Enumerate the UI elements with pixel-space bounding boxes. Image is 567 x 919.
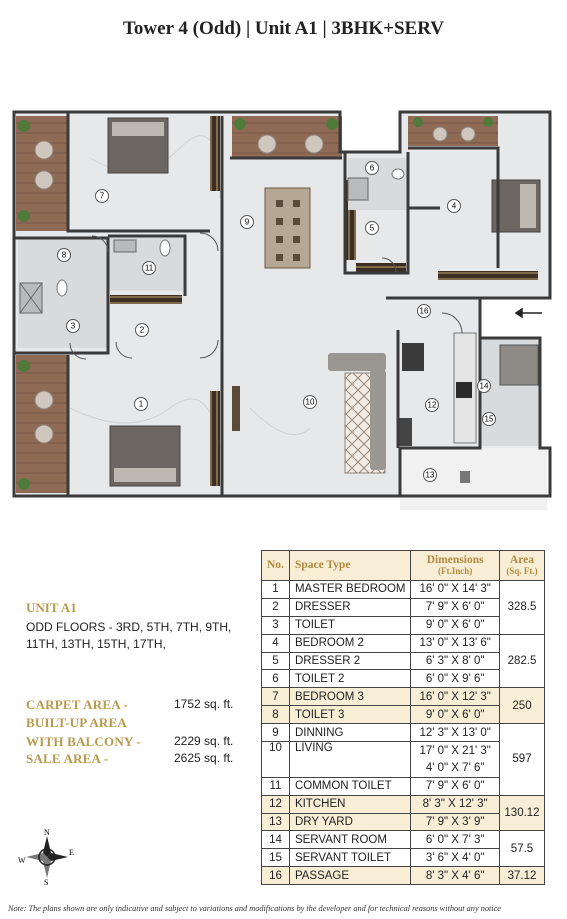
cell-type: COMMON TOILET xyxy=(289,777,410,795)
compass-icon xyxy=(18,828,76,886)
cell-no: 7 xyxy=(262,688,290,706)
room-marker-9 xyxy=(241,216,254,229)
svg-text:2: 2 xyxy=(139,325,145,335)
cell-no: 11 xyxy=(262,777,290,795)
cell-type: TOILET 2 xyxy=(289,670,410,688)
area-value: 2229 sq. ft. xyxy=(174,734,234,748)
cell-type: PASSAGE xyxy=(289,867,410,885)
svg-text:10: 10 xyxy=(305,397,315,407)
svg-text:4: 4 xyxy=(451,201,457,211)
cell-dim: 6' 3" X 8' 0" xyxy=(411,652,500,670)
svg-text:11: 11 xyxy=(144,263,154,273)
cell-type: DINNING xyxy=(289,724,410,742)
table-row xyxy=(262,795,545,813)
compass-s: S xyxy=(44,878,49,886)
disclaimer-note: Note: The plans shown are only indicative and subject to variations and modifications by the developer and for technical reasons without any notice xyxy=(8,904,501,913)
floor-plan xyxy=(10,108,557,510)
cell-type: SERVANT ROOM xyxy=(289,831,410,849)
area-value: 2625 sq. ft. xyxy=(174,751,234,765)
header-dimensions xyxy=(411,551,500,581)
room-marker-4 xyxy=(448,200,461,213)
cell-dim: 6' 0" X 7' 3" xyxy=(411,831,500,849)
unit-name: UNIT A1 xyxy=(26,600,77,615)
header-area-label: Area xyxy=(509,553,535,566)
cell-dim: 13' 0" X 13' 6" xyxy=(411,634,500,652)
cell-area: 57.5 xyxy=(500,831,545,867)
svg-text:16: 16 xyxy=(419,306,429,316)
cell-dim: 7' 9" X 3' 9" xyxy=(411,813,500,831)
svg-text:7: 7 xyxy=(99,191,105,201)
area-label: BUILT-UP AREA xyxy=(26,715,127,730)
cell-area: 250 xyxy=(500,688,545,724)
room-marker-3 xyxy=(67,320,80,333)
page-title: Tower 4 (Odd) | Unit A1 | 3BHK+SERV xyxy=(123,18,444,39)
cell-no: 6 xyxy=(262,670,290,688)
area-label: SALE AREA - xyxy=(26,751,109,766)
compass-n: N xyxy=(44,828,50,837)
area-label: WITH BALCONY - xyxy=(26,734,141,749)
header-dim-label: Dimensions xyxy=(426,553,484,566)
cell-area: 328.5 xyxy=(500,581,545,635)
cell-dim: 8' 3" X 12' 3" xyxy=(411,795,500,813)
balcony-master-bedroom xyxy=(16,355,68,493)
table-row xyxy=(262,634,545,652)
unit-info xyxy=(26,600,256,653)
area-table xyxy=(261,550,545,885)
cell-no: 14 xyxy=(262,831,290,849)
cell-type: BEDROOM 2 xyxy=(289,634,410,652)
cell-area: 282.5 xyxy=(500,634,545,688)
room-marker-14 xyxy=(478,380,491,393)
header-type: Space Type xyxy=(289,551,410,581)
compass-e: E xyxy=(69,848,74,857)
header-dim-sub: (Ft.Inch) xyxy=(438,565,473,576)
cell-type: MASTER BEDROOM xyxy=(289,581,410,599)
cell-no: 1 xyxy=(262,581,290,599)
cell-no: 16 xyxy=(262,867,290,885)
room-marker-5 xyxy=(366,222,379,235)
cell-dim: 8' 3" X 4' 6" xyxy=(411,867,500,885)
svg-text:8: 8 xyxy=(61,250,67,260)
svg-text:3: 3 xyxy=(70,321,76,331)
cell-type: TOILET 3 xyxy=(289,706,410,724)
area-row-balcony xyxy=(26,734,256,752)
floors-line-1: ODD FLOORS - 3RD, 5TH, 7TH, 9TH, xyxy=(26,620,232,634)
cell-type: DRESSER 2 xyxy=(289,652,410,670)
cell-no: 12 xyxy=(262,795,290,813)
area-row-sale xyxy=(26,751,256,769)
table-row xyxy=(262,688,545,706)
cell-dim: 7' 9" X 6' 0" xyxy=(411,777,500,795)
cell-dim: 7' 9" X 6' 0" xyxy=(411,598,500,616)
compass-w: W xyxy=(18,856,26,865)
svg-text:15: 15 xyxy=(484,414,494,424)
table-row xyxy=(262,581,545,599)
svg-text:12: 12 xyxy=(427,400,437,410)
cell-dim: 16' 0" X 14' 3" xyxy=(411,581,500,599)
svg-text:13: 13 xyxy=(425,470,435,480)
cell-area: 37.12 xyxy=(500,867,545,885)
room-marker-6 xyxy=(366,162,379,175)
dining-table xyxy=(265,188,310,268)
svg-text:9: 9 xyxy=(244,217,250,227)
cell-type: KITCHEN xyxy=(289,795,410,813)
cell-dim: 6' 0" X 9' 6" xyxy=(411,670,500,688)
cell-no: 15 xyxy=(262,849,290,867)
room-marker-8 xyxy=(58,249,71,262)
cell-type: LIVING xyxy=(289,742,410,778)
room-marker-13 xyxy=(424,469,437,482)
cell-dim: 17' 0" X 21' 3" xyxy=(411,742,500,760)
cell-area: 130.12 xyxy=(500,795,545,831)
cell-no: 8 xyxy=(262,706,290,724)
cell-type: TOILET xyxy=(289,616,410,634)
header-no: No. xyxy=(262,551,290,581)
area-row-carpet xyxy=(26,697,256,715)
room-marker-7 xyxy=(96,190,109,203)
room-marker-15 xyxy=(483,413,496,426)
svg-text:14: 14 xyxy=(479,381,489,391)
header-area-sub: (Sq. Ft.) xyxy=(506,565,538,576)
cell-dim: 4' 0" X 7' 6" xyxy=(411,759,500,777)
cell-no: 9 xyxy=(262,724,290,742)
room-marker-11 xyxy=(143,262,156,275)
room-marker-12 xyxy=(426,399,439,412)
floors-line-2: 11TH, 13TH, 15TH, 17TH, xyxy=(26,637,166,651)
svg-text:5: 5 xyxy=(369,223,375,233)
table-row xyxy=(262,831,545,849)
table-row xyxy=(262,867,545,885)
room-marker-2 xyxy=(136,324,149,337)
room-marker-1 xyxy=(135,398,148,411)
cell-no: 13 xyxy=(262,813,290,831)
cell-no: 10 xyxy=(262,742,290,778)
area-value: 1752 sq. ft. xyxy=(174,697,234,711)
cell-type: BEDROOM 3 xyxy=(289,688,410,706)
balcony-dining xyxy=(232,116,342,158)
cell-no: 2 xyxy=(262,598,290,616)
room-marker-10 xyxy=(304,396,317,409)
room-marker-16 xyxy=(418,305,431,318)
cell-area: 597 xyxy=(500,724,545,796)
cell-no: 4 xyxy=(262,634,290,652)
table-header-row xyxy=(262,551,545,581)
table-row xyxy=(262,724,545,742)
svg-text:1: 1 xyxy=(138,399,144,409)
svg-text:6: 6 xyxy=(369,163,375,173)
cell-dim: 9' 0" X 6' 0" xyxy=(411,616,500,634)
cell-type: DRESSER xyxy=(289,598,410,616)
cell-type: DRY YARD xyxy=(289,813,410,831)
area-row-builtup xyxy=(26,715,256,733)
header-area xyxy=(500,551,545,581)
cell-no: 5 xyxy=(262,652,290,670)
cell-dim: 3' 6" X 4' 0" xyxy=(411,849,500,867)
cell-dim: 16' 0" X 12' 3" xyxy=(411,688,500,706)
cell-dim: 12' 3" X 13' 0" xyxy=(411,724,500,742)
cell-dim: 9' 0" X 6' 0" xyxy=(411,706,500,724)
area-label: CARPET AREA - xyxy=(26,697,129,712)
cell-no: 3 xyxy=(262,616,290,634)
cell-type: SERVANT TOILET xyxy=(289,849,410,867)
